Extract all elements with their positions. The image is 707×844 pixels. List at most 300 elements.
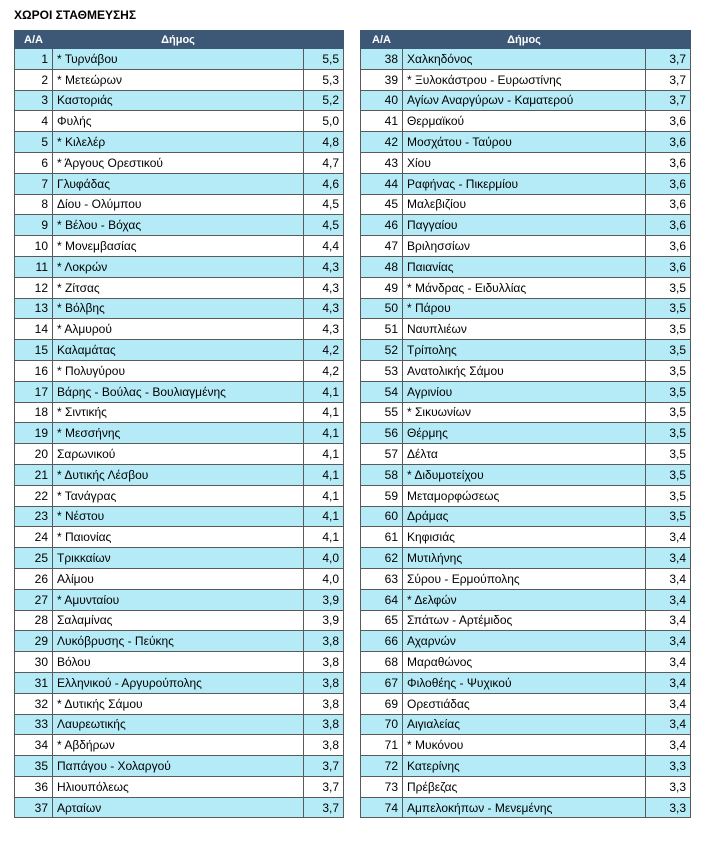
table-row [15, 236, 344, 257]
rank-cell: 32 [15, 693, 53, 714]
value-cell: 4,5 [304, 194, 344, 215]
rank-cell: 61 [361, 527, 403, 548]
value-cell: 4,0 [304, 568, 344, 589]
table-row [361, 360, 691, 381]
municipality-cell: Καλαμάτας [53, 340, 304, 361]
table-row [361, 215, 691, 236]
municipality-cell: Ελληνικού - Αργυρούπολης [53, 672, 304, 693]
table-row [361, 756, 691, 777]
table-row [361, 49, 691, 70]
value-cell: 3,4 [646, 631, 691, 652]
rank-cell: 52 [361, 340, 403, 361]
table-row [361, 589, 691, 610]
value-cell: 5,5 [304, 49, 344, 70]
rank-cell: 38 [361, 49, 403, 70]
value-cell: 3,8 [304, 714, 344, 735]
rank-cell: 17 [15, 381, 53, 402]
value-cell: 4,1 [304, 402, 344, 423]
table-row [361, 402, 691, 423]
table-row [361, 693, 691, 714]
rank-cell: 21 [15, 464, 53, 485]
value-cell: 4,1 [304, 464, 344, 485]
value-cell: 3,8 [304, 672, 344, 693]
municipality-cell: * Κιλελέρ [53, 132, 304, 153]
rank-cell: 50 [361, 298, 403, 319]
table-row [15, 173, 344, 194]
value-cell: 4,3 [304, 277, 344, 298]
rank-cell: 45 [361, 194, 403, 215]
rank-cell: 8 [15, 194, 53, 215]
municipality-cell: Ανατολικής Σάμου [403, 360, 646, 381]
municipality-cell: Φυλής [53, 111, 304, 132]
municipality-cell: Αγρινίου [403, 381, 646, 402]
table-body-left [15, 49, 344, 818]
rank-cell: 5 [15, 132, 53, 153]
rank-cell: 6 [15, 152, 53, 173]
table-row [15, 568, 344, 589]
table-row [15, 402, 344, 423]
rank-cell: 4 [15, 111, 53, 132]
table-row [361, 277, 691, 298]
value-cell: 4,1 [304, 527, 344, 548]
rank-cell: 57 [361, 444, 403, 465]
municipality-cell: Βόλου [53, 652, 304, 673]
value-cell: 3,4 [646, 672, 691, 693]
value-cell: 5,0 [304, 111, 344, 132]
table-row [361, 776, 691, 797]
table-row [15, 215, 344, 236]
municipality-cell: Χίου [403, 152, 646, 173]
rank-cell: 28 [15, 610, 53, 631]
value-cell: 3,4 [646, 548, 691, 569]
value-cell: 3,5 [646, 298, 691, 319]
municipality-cell: Μυτιλήνης [403, 548, 646, 569]
rank-cell: 7 [15, 173, 53, 194]
rank-cell: 43 [361, 152, 403, 173]
municipality-cell: Κατερίνης [403, 756, 646, 777]
rank-cell: 74 [361, 797, 403, 818]
value-cell: 3,4 [646, 735, 691, 756]
municipality-cell: * Άργους Ορεστικού [53, 152, 304, 173]
value-cell: 4,1 [304, 423, 344, 444]
table-row [15, 90, 344, 111]
municipality-cell: Ηλιουπόλεως [53, 776, 304, 797]
value-cell: 4,2 [304, 340, 344, 361]
rank-cell: 48 [361, 256, 403, 277]
value-cell: 4,3 [304, 256, 344, 277]
rank-cell: 33 [15, 714, 53, 735]
table-row [361, 319, 691, 340]
municipality-cell: Λαυρεωτικής [53, 714, 304, 735]
table-row [361, 610, 691, 631]
municipality-cell: Καστοριάς [53, 90, 304, 111]
municipality-cell: Αγίων Αναργύρων - Καματερού [403, 90, 646, 111]
municipality-cell: Θέρμης [403, 423, 646, 444]
rank-cell: 73 [361, 776, 403, 797]
value-cell: 3,7 [304, 756, 344, 777]
municipality-cell: * Πολυγύρου [53, 360, 304, 381]
value-column-header [304, 31, 344, 49]
value-cell: 3,5 [646, 340, 691, 361]
municipality-cell: Σπάτων - Αρτέμιδος [403, 610, 646, 631]
value-cell: 3,6 [646, 152, 691, 173]
rank-cell: 10 [15, 236, 53, 257]
table-row [15, 735, 344, 756]
value-cell: 4,7 [304, 152, 344, 173]
table-row [361, 464, 691, 485]
table-row [15, 714, 344, 735]
municipality-cell: Θερμαϊκού [403, 111, 646, 132]
table-body-right [361, 49, 691, 818]
table-row [15, 340, 344, 361]
municipality-cell: Τρίπολης [403, 340, 646, 361]
table-row [15, 672, 344, 693]
municipality-cell: Μαλεβιζίου [403, 194, 646, 215]
value-cell: 3,9 [304, 589, 344, 610]
value-cell: 3,6 [646, 132, 691, 153]
value-cell: 4,1 [304, 381, 344, 402]
municipality-cell: * Δυτικής Σάμου [53, 693, 304, 714]
table-row [15, 423, 344, 444]
municipality-cell: * Τυρνάβου [53, 49, 304, 70]
value-cell: 5,2 [304, 90, 344, 111]
table-header-row [361, 31, 691, 49]
table-row [15, 132, 344, 153]
value-cell: 4,2 [304, 360, 344, 381]
value-cell: 3,5 [646, 277, 691, 298]
rank-cell: 1 [15, 49, 53, 70]
municipality-cell: * Αβδήρων [53, 735, 304, 756]
table-row [361, 69, 691, 90]
value-cell: 4,3 [304, 319, 344, 340]
table-row [15, 360, 344, 381]
rank-cell: 31 [15, 672, 53, 693]
rank-cell: 9 [15, 215, 53, 236]
value-cell: 4,5 [304, 215, 344, 236]
table-row [361, 173, 691, 194]
rank-cell: 29 [15, 631, 53, 652]
value-cell: 3,6 [646, 236, 691, 257]
rank-cell: 34 [15, 735, 53, 756]
value-cell: 3,6 [646, 256, 691, 277]
table-row [15, 548, 344, 569]
municipality-column-header: Δήμος [53, 31, 304, 49]
municipality-cell: * Διδυμοτείχου [403, 464, 646, 485]
value-cell: 4,4 [304, 236, 344, 257]
rank-cell: 37 [15, 797, 53, 818]
value-cell: 3,5 [646, 506, 691, 527]
rank-cell: 44 [361, 173, 403, 194]
rank-cell: 30 [15, 652, 53, 673]
municipality-cell: * Δελφών [403, 589, 646, 610]
rank-cell: 64 [361, 589, 403, 610]
table-row [15, 527, 344, 548]
municipality-cell: Μεταμορφώσεως [403, 485, 646, 506]
municipality-cell: Λυκόβρυσης - Πεύκης [53, 631, 304, 652]
rank-cell: 3 [15, 90, 53, 111]
rank-cell: 70 [361, 714, 403, 735]
municipality-cell: Μαραθώνος [403, 652, 646, 673]
municipality-cell: Δράμας [403, 506, 646, 527]
table-row [15, 485, 344, 506]
table-row [361, 90, 691, 111]
rank-cell: 71 [361, 735, 403, 756]
value-cell: 3,8 [304, 652, 344, 673]
value-cell: 3,4 [646, 589, 691, 610]
municipality-cell: * Νέστου [53, 506, 304, 527]
rank-cell: 63 [361, 568, 403, 589]
table-row [361, 672, 691, 693]
rank-cell: 67 [361, 672, 403, 693]
ranking-table-left [14, 30, 344, 818]
table-row [361, 548, 691, 569]
rank-cell: 46 [361, 215, 403, 236]
municipality-cell: * Πάρου [403, 298, 646, 319]
municipality-cell: * Μετεώρων [53, 69, 304, 90]
municipality-cell: Σύρου - Ερμούπολης [403, 568, 646, 589]
value-cell: 3,9 [304, 610, 344, 631]
value-cell: 3,4 [646, 652, 691, 673]
municipality-cell: Κηφισιάς [403, 527, 646, 548]
value-cell: 4,1 [304, 485, 344, 506]
value-cell: 3,3 [646, 756, 691, 777]
table-row [15, 776, 344, 797]
rank-cell: 20 [15, 444, 53, 465]
table-row [361, 735, 691, 756]
rank-cell: 49 [361, 277, 403, 298]
value-cell: 3,6 [646, 173, 691, 194]
value-cell: 3,7 [646, 90, 691, 111]
municipality-cell: * Ζίτσας [53, 277, 304, 298]
rank-cell: 18 [15, 402, 53, 423]
table-row [361, 797, 691, 818]
value-cell: 3,4 [646, 610, 691, 631]
municipality-cell: Γλυφάδας [53, 173, 304, 194]
value-cell: 4,3 [304, 298, 344, 319]
table-row [361, 714, 691, 735]
value-cell: 3,3 [646, 797, 691, 818]
table-row [15, 69, 344, 90]
table-row [361, 652, 691, 673]
rank-cell: 41 [361, 111, 403, 132]
municipality-cell: * Αμυνταίου [53, 589, 304, 610]
rank-cell: 15 [15, 340, 53, 361]
value-cell: 3,7 [304, 797, 344, 818]
table-row [361, 194, 691, 215]
value-cell: 3,6 [646, 215, 691, 236]
municipality-cell: Βάρης - Βούλας - Βουλιαγμένης [53, 381, 304, 402]
table-row [361, 506, 691, 527]
table-row [361, 256, 691, 277]
municipality-cell: * Δυτικής Λέσβου [53, 464, 304, 485]
municipality-cell: * Τανάγρας [53, 485, 304, 506]
rank-cell: 54 [361, 381, 403, 402]
value-cell: 5,3 [304, 69, 344, 90]
table-row [15, 756, 344, 777]
rank-cell: 12 [15, 277, 53, 298]
municipality-cell: Μοσχάτου - Ταύρου [403, 132, 646, 153]
municipality-cell: Ναυπλιέων [403, 319, 646, 340]
rank-column-header: Α/Α [15, 31, 53, 49]
rank-cell: 68 [361, 652, 403, 673]
value-cell: 4,1 [304, 444, 344, 465]
table-row [15, 277, 344, 298]
table-row [15, 319, 344, 340]
value-cell: 3,5 [646, 485, 691, 506]
table-row [15, 506, 344, 527]
table-row [361, 381, 691, 402]
rank-cell: 23 [15, 506, 53, 527]
value-cell: 3,4 [646, 714, 691, 735]
municipality-cell: Χαλκηδόνος [403, 49, 646, 70]
ranking-table-right [360, 30, 691, 818]
value-cell: 3,8 [304, 693, 344, 714]
rank-cell: 55 [361, 402, 403, 423]
municipality-cell: * Μυκόνου [403, 735, 646, 756]
municipality-cell: Αρταίων [53, 797, 304, 818]
rank-column-header: Α/Α [361, 31, 403, 49]
page-title: ΧΩΡΟΙ ΣΤΑΘΜΕΥΣΗΣ [14, 8, 137, 22]
value-cell: 3,5 [646, 381, 691, 402]
rank-cell: 36 [15, 776, 53, 797]
rank-cell: 47 [361, 236, 403, 257]
value-cell: 3,8 [304, 735, 344, 756]
value-cell: 3,4 [646, 693, 691, 714]
municipality-cell: Ραφήνας - Πικερμίου [403, 173, 646, 194]
rank-cell: 39 [361, 69, 403, 90]
table-row [15, 797, 344, 818]
rank-cell: 53 [361, 360, 403, 381]
rank-cell: 22 [15, 485, 53, 506]
rank-cell: 66 [361, 631, 403, 652]
value-cell: 3,7 [304, 776, 344, 797]
municipality-cell: Δίου - Ολύμπου [53, 194, 304, 215]
table-row [361, 423, 691, 444]
rank-cell: 27 [15, 589, 53, 610]
rank-cell: 14 [15, 319, 53, 340]
table-row [361, 631, 691, 652]
rank-cell: 58 [361, 464, 403, 485]
municipality-cell: * Βόλβης [53, 298, 304, 319]
table-row [361, 485, 691, 506]
value-cell: 4,0 [304, 548, 344, 569]
value-cell: 3,7 [646, 69, 691, 90]
rank-cell: 25 [15, 548, 53, 569]
table-row [15, 693, 344, 714]
value-cell: 3,5 [646, 402, 691, 423]
value-cell: 3,7 [646, 49, 691, 70]
table-row [361, 132, 691, 153]
municipality-cell: Δέλτα [403, 444, 646, 465]
table-row [15, 652, 344, 673]
table-row [361, 340, 691, 361]
table-row [15, 464, 344, 485]
rank-cell: 16 [15, 360, 53, 381]
table-row [15, 610, 344, 631]
value-cell: 3,4 [646, 568, 691, 589]
municipality-cell: * Λοκρών [53, 256, 304, 277]
table-row [15, 111, 344, 132]
table-row [15, 256, 344, 277]
table-header-row [15, 31, 344, 49]
table-row [361, 444, 691, 465]
value-cell: 3,5 [646, 360, 691, 381]
municipality-cell: Σαρωνικού [53, 444, 304, 465]
table-row [361, 568, 691, 589]
value-cell: 3,5 [646, 319, 691, 340]
value-cell: 3,6 [646, 111, 691, 132]
table-row [15, 49, 344, 70]
municipality-cell: Αλίμου [53, 568, 304, 589]
value-cell: 3,8 [304, 631, 344, 652]
municipality-cell: * Αλμυρού [53, 319, 304, 340]
value-cell: 3,4 [646, 527, 691, 548]
municipality-cell: * Μονεμβασίας [53, 236, 304, 257]
value-cell: 3,5 [646, 423, 691, 444]
municipality-cell: * Μεσσήνης [53, 423, 304, 444]
table-row [15, 444, 344, 465]
rank-cell: 62 [361, 548, 403, 569]
table-row [15, 152, 344, 173]
value-cell: 3,5 [646, 464, 691, 485]
rank-cell: 65 [361, 610, 403, 631]
rank-cell: 35 [15, 756, 53, 777]
table-row [15, 194, 344, 215]
municipality-cell: Αχαρνών [403, 631, 646, 652]
table-row [361, 236, 691, 257]
municipality-cell: * Βέλου - Βόχας [53, 215, 304, 236]
value-cell: 4,6 [304, 173, 344, 194]
value-cell: 4,8 [304, 132, 344, 153]
table-row [361, 111, 691, 132]
rank-cell: 19 [15, 423, 53, 444]
municipality-cell: Αιγιαλείας [403, 714, 646, 735]
rank-cell: 42 [361, 132, 403, 153]
rank-cell: 51 [361, 319, 403, 340]
municipality-cell: Βριλησσίων [403, 236, 646, 257]
municipality-cell: * Παιονίας [53, 527, 304, 548]
municipality-cell: Παγγαίου [403, 215, 646, 236]
rank-cell: 40 [361, 90, 403, 111]
municipality-cell: * Σικυωνίων [403, 402, 646, 423]
municipality-cell: Παπάγου - Χολαργού [53, 756, 304, 777]
table-row [15, 381, 344, 402]
table-row [15, 589, 344, 610]
municipality-cell: * Μάνδρας - Ειδυλλίας [403, 277, 646, 298]
municipality-cell: Τρικκαίων [53, 548, 304, 569]
municipality-cell: Σαλαμίνας [53, 610, 304, 631]
table-row [361, 152, 691, 173]
municipality-column-header: Δήμος [403, 31, 646, 49]
municipality-cell: Φιλοθέης - Ψυχικού [403, 672, 646, 693]
rank-cell: 13 [15, 298, 53, 319]
municipality-cell: Ορεστιάδας [403, 693, 646, 714]
rank-cell: 2 [15, 69, 53, 90]
rank-cell: 56 [361, 423, 403, 444]
value-cell: 4,1 [304, 506, 344, 527]
value-cell: 3,5 [646, 444, 691, 465]
municipality-cell: Παιανίας [403, 256, 646, 277]
municipality-cell: Αμπελοκήπων - Μενεμένης [403, 797, 646, 818]
municipality-cell: * Ξυλοκάστρου - Ευρωστίνης [403, 69, 646, 90]
table-row [361, 298, 691, 319]
value-cell: 3,6 [646, 194, 691, 215]
value-cell: 3,3 [646, 776, 691, 797]
table-row [361, 527, 691, 548]
value-column-header [646, 31, 691, 49]
municipality-cell: Πρέβεζας [403, 776, 646, 797]
rank-cell: 59 [361, 485, 403, 506]
